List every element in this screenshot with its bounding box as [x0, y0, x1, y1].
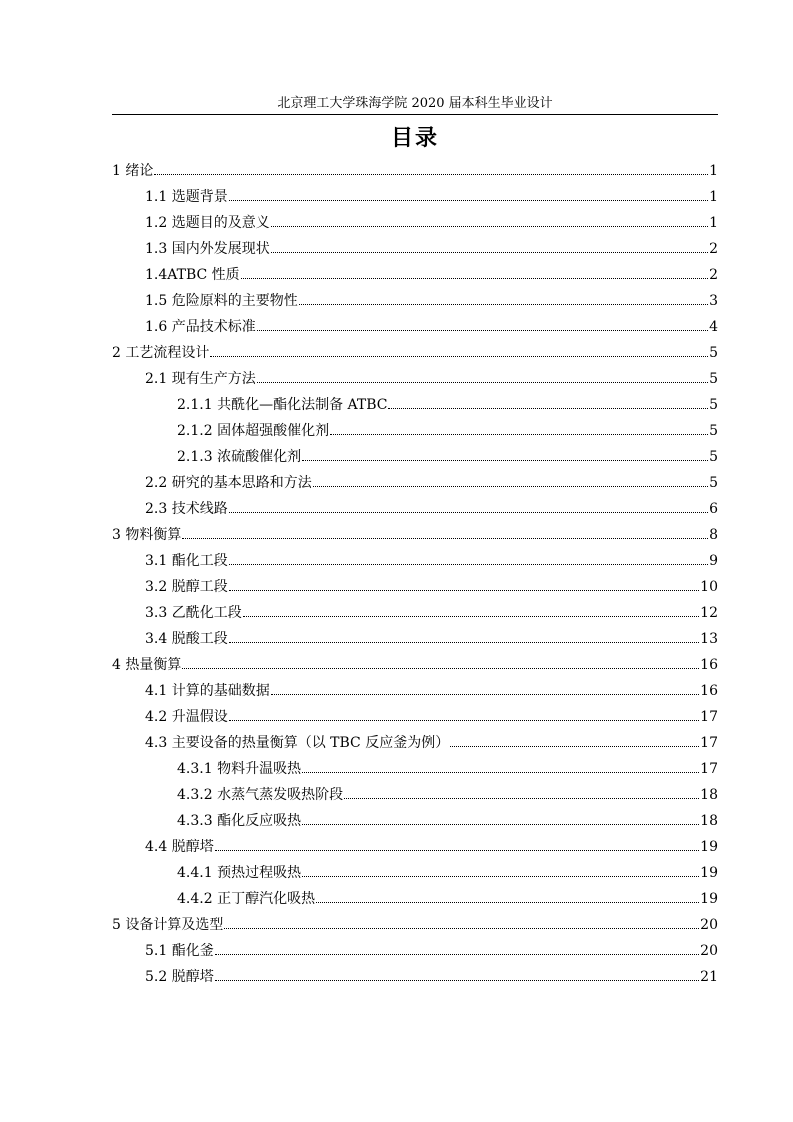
toc-entry[interactable] [112, 834, 718, 860]
toc-page-number: 5 [709, 345, 718, 361]
toc-entry[interactable] [112, 210, 718, 236]
toc-entry[interactable] [112, 808, 718, 834]
toc-page-number: 21 [700, 969, 718, 985]
toc-page-number: 20 [700, 943, 718, 959]
toc-entry-label: 2 工艺流程设计 [112, 345, 210, 361]
toc-page-number: 17 [700, 735, 718, 751]
toc-entry[interactable] [112, 496, 718, 522]
toc-entry-label: 1.3 国内外发展现状 [145, 241, 270, 257]
dot-leader [302, 771, 699, 773]
toc-entry[interactable] [112, 392, 718, 418]
toc-entry[interactable] [112, 756, 718, 782]
toc-page-number: 9 [709, 553, 718, 569]
toc-entry[interactable] [112, 184, 718, 210]
dot-leader [302, 823, 699, 825]
running-header: 北京理工大学珠海学院 2020 届本科生毕业设计 [277, 96, 553, 111]
dot-leader [229, 641, 699, 643]
toc-page-number: 19 [700, 839, 718, 855]
toc-entry[interactable] [112, 418, 718, 444]
dot-leader [154, 173, 708, 175]
toc-entry[interactable] [112, 678, 718, 704]
toc-page-number: 18 [700, 813, 718, 829]
dot-leader [271, 225, 708, 227]
toc-page-number: 2 [709, 241, 718, 257]
toc-page-number: 3 [709, 293, 718, 309]
toc-entry[interactable] [112, 626, 718, 652]
toc-entry-label: 2.1.3 浓硫酸催化剂 [177, 449, 302, 465]
toc-page-number: 12 [700, 605, 718, 621]
toc-page-number: 17 [700, 761, 718, 777]
toc-entry-label: 4.3.3 酯化反应吸热 [177, 813, 302, 829]
toc-page-number: 5 [709, 423, 718, 439]
toc-entry-label: 3 物料衡算 [112, 527, 182, 543]
toc-entry[interactable] [112, 886, 718, 912]
dot-leader [330, 433, 708, 435]
dot-leader [243, 615, 699, 617]
toc-page-number: 1 [709, 163, 718, 179]
toc-entry-label: 2.2 研究的基本思路和方法 [145, 475, 312, 491]
toc-entry-label: 4.3.2 水蒸气蒸发吸热阶段 [177, 787, 344, 803]
toc-entry[interactable] [112, 782, 718, 808]
toc-entry-label: 5.2 脱醇塔 [145, 969, 214, 985]
toc-entry-label: 2.3 技术线路 [145, 501, 228, 517]
toc-entry-label: 2.1 现有生产方法 [145, 371, 256, 387]
toc-page-number: 6 [709, 501, 718, 517]
toc-entry-label: 3.3 乙酰化工段 [145, 605, 242, 621]
toc-entry[interactable] [112, 964, 718, 990]
toc-page-number: 10 [700, 579, 718, 595]
toc-entry[interactable] [112, 288, 718, 314]
toc-page-number: 1 [709, 215, 718, 231]
toc-page-number: 13 [700, 631, 718, 647]
dot-leader [388, 407, 708, 409]
toc-entry[interactable] [112, 236, 718, 262]
toc-page-number: 17 [700, 709, 718, 725]
dot-leader [215, 979, 699, 981]
dot-leader [344, 797, 699, 799]
toc-page-number: 16 [700, 657, 718, 673]
dot-leader [299, 303, 708, 305]
toc-entry-label: 4.1 计算的基础数据 [145, 683, 270, 699]
toc-entry[interactable] [112, 938, 718, 964]
dot-leader [302, 875, 699, 877]
dot-leader [229, 719, 699, 721]
dot-leader [271, 693, 699, 695]
toc-page-number: 16 [700, 683, 718, 699]
toc-page-number: 5 [709, 371, 718, 387]
toc-page-number: 1 [709, 189, 718, 205]
toc-entry-label: 4 热量衡算 [112, 657, 182, 673]
toc-page-number: 18 [700, 787, 718, 803]
dot-leader [229, 563, 708, 565]
dot-leader [313, 485, 708, 487]
dot-leader [210, 355, 708, 357]
toc-entry[interactable] [112, 470, 718, 496]
toc-entry[interactable] [112, 652, 718, 678]
toc-entry-label: 5 设备计算及选型 [112, 917, 224, 933]
dot-leader [229, 199, 708, 201]
dot-leader [257, 329, 708, 331]
toc-entry[interactable] [112, 600, 718, 626]
toc-entry-label: 4.4.1 预热过程吸热 [177, 865, 302, 881]
toc-entry[interactable] [112, 522, 718, 548]
toc-entry-label: 4.2 升温假设 [145, 709, 228, 725]
toc-entry[interactable] [112, 314, 718, 340]
toc-entry[interactable] [112, 158, 718, 184]
toc-entry-label: 1 绪论 [112, 163, 154, 179]
table-of-contents [112, 158, 718, 990]
toc-entry-label: 3.2 脱醇工段 [145, 579, 228, 595]
toc-page-number: 19 [700, 865, 718, 881]
dot-leader [224, 927, 699, 929]
toc-entry[interactable] [112, 548, 718, 574]
dot-leader [450, 745, 699, 747]
toc-page-number: 2 [709, 267, 718, 283]
toc-entry-label: 3.4 脱酸工段 [145, 631, 228, 647]
dot-leader [182, 667, 699, 669]
toc-entry[interactable] [112, 704, 718, 730]
toc-entry-label: 2.1.2 固体超强酸催化剂 [177, 423, 330, 439]
toc-entry-label: 1.1 选题背景 [145, 189, 228, 205]
toc-page-number: 5 [709, 397, 718, 413]
dot-leader [229, 511, 708, 513]
dot-leader [215, 953, 699, 955]
toc-entry-label: 1.2 选题目的及意义 [145, 215, 270, 231]
toc-entry-label: 4.3 主要设备的热量衡算（以 TBC 反应釜为例） [145, 735, 450, 751]
page-title: 目录 [390, 125, 439, 151]
toc-page-number: 20 [700, 917, 718, 933]
toc-entry-label: 1.6 产品技术标准 [145, 319, 256, 335]
dot-leader [241, 277, 708, 279]
toc-entry[interactable] [112, 860, 718, 886]
toc-page-number: 19 [700, 891, 718, 907]
dot-leader [229, 589, 699, 591]
toc-entry-label: 1.5 危险原料的主要物性 [145, 293, 298, 309]
toc-entry[interactable] [112, 912, 718, 938]
toc-entry[interactable] [112, 262, 718, 288]
toc-entry-label: 4.4 脱醇塔 [145, 839, 214, 855]
toc-entry[interactable] [112, 574, 718, 600]
toc-entry-label: 3.1 酯化工段 [145, 553, 228, 569]
dot-leader [182, 537, 708, 539]
toc-entry[interactable] [112, 366, 718, 392]
dot-leader [215, 849, 699, 851]
header-divider [112, 114, 718, 115]
toc-entry-label: 2.1.1 共酰化—酯化法制备 ATBC [177, 397, 388, 413]
dot-leader [271, 251, 708, 253]
toc-page-number: 4 [709, 319, 718, 335]
toc-entry-label: 1.4ATBC 性质 [145, 267, 240, 283]
dot-leader [257, 381, 708, 383]
toc-page-number: 5 [709, 449, 718, 465]
dot-leader [316, 901, 699, 903]
toc-page-number: 8 [709, 527, 718, 543]
toc-page-number: 5 [709, 475, 718, 491]
toc-entry-label: 4.4.2 正丁醇汽化吸热 [177, 891, 316, 907]
dot-leader [302, 459, 708, 461]
toc-entry-label: 4.3.1 物料升温吸热 [177, 761, 302, 777]
toc-entry-label: 5.1 酯化釜 [145, 943, 214, 959]
toc-entry[interactable] [112, 340, 718, 366]
toc-entry[interactable] [112, 730, 718, 756]
toc-entry[interactable] [112, 444, 718, 470]
